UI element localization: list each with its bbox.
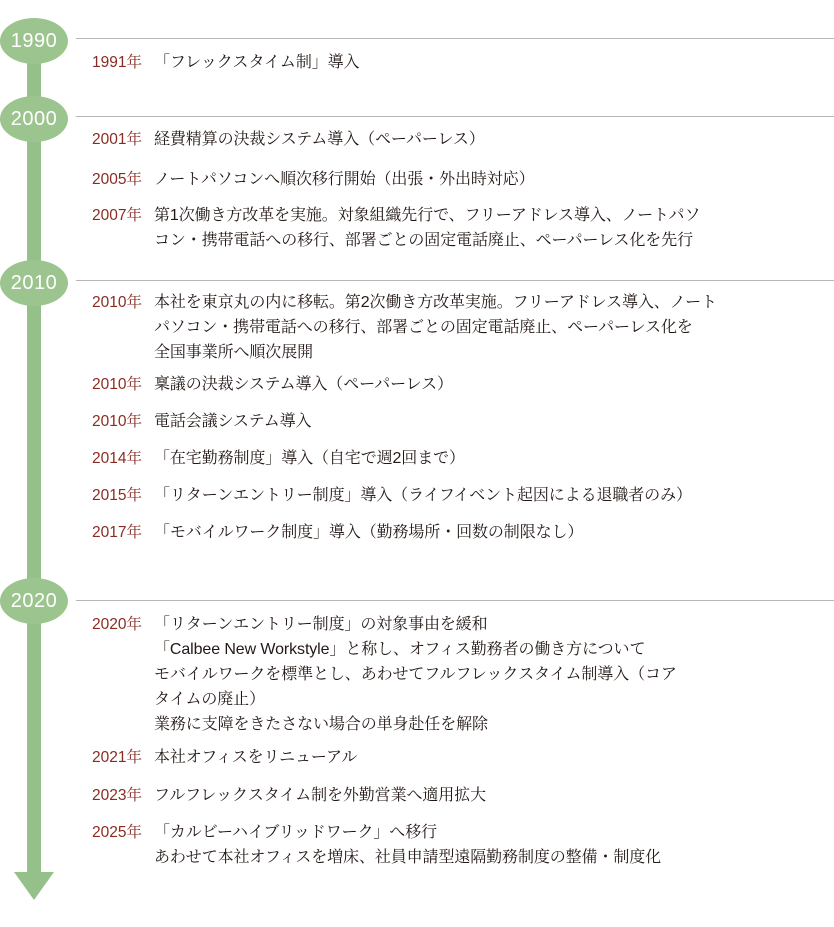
entry-description-line: パソコン・携帯電話への移行、部署ごとの固定電話廃止、ペーパーレス化を [154, 319, 693, 336]
separator-line [76, 280, 834, 281]
entry-description [154, 409, 834, 434]
entry-year: 2005年 [92, 171, 142, 188]
entry-description [154, 167, 834, 192]
entry-description-line: 全国事業所へ順次展開 [154, 344, 314, 361]
timeline-entry [92, 167, 834, 192]
entry-year: 2020年 [92, 616, 142, 633]
entry-year: 1991年 [92, 54, 142, 71]
entry-description-line: 本社を東京丸の内に移転。第2次働き方改革実施。フリーアドレス導入、ノート [154, 294, 717, 311]
entry-year: 2010年 [92, 413, 142, 430]
entry-description [154, 50, 834, 75]
entry-description-line: あわせて本社オフィスを増床、社員申請型遠隔勤務制度の整備・制度化 [154, 849, 662, 866]
entry-description-line: フルフレックスタイム制を外勤営業へ適用拡大 [154, 787, 486, 804]
entry-description [154, 127, 834, 152]
separator-line [76, 600, 834, 601]
entry-description-line: 業務に支障をきたさない場合の単身赴任を解除 [154, 716, 488, 733]
timeline-entry [92, 372, 834, 397]
entry-description-line: 「Calbee New Workstyle」と称し、オフィス勤務者の働き方について [154, 641, 646, 658]
entry-description [154, 290, 834, 365]
entry-year: 2023年 [92, 787, 142, 804]
entry-description-line: 電話会議システム導入 [154, 413, 312, 430]
decade-label: 2000 [10, 107, 58, 130]
entry-description-line: 本社オフィスをリニューアル [154, 749, 358, 766]
separator-line [76, 38, 834, 39]
entry-description [154, 745, 834, 770]
decade-marker-2010 [0, 260, 68, 306]
entry-description-line: ノートパソコンへ順次移行開始（出張・外出時対応） [154, 171, 535, 188]
timeline-entry [92, 446, 834, 471]
entry-description-line: 「在宅勤務制度」導入（自宅で週2回まで） [154, 450, 465, 467]
timeline-entry [92, 127, 834, 152]
timeline-arrow-icon [14, 872, 54, 900]
entry-year: 2014年 [92, 450, 142, 467]
timeline-entry [92, 483, 834, 508]
timeline-entry [92, 612, 834, 737]
entry-description-line: コン・携帯電話への移行、部署ごとの固定電話廃止、ペーパーレス化を先行 [154, 232, 694, 249]
entry-description [154, 483, 834, 508]
timeline-entry [92, 820, 834, 870]
entry-description-line: 「フレックスタイム制」導入 [154, 54, 360, 71]
entry-description-line: 「カルビーハイブリッドワーク」へ移行 [154, 824, 438, 841]
decade-label: 2010 [10, 271, 58, 294]
decade-marker-2020 [0, 578, 68, 624]
timeline-entry [92, 745, 834, 770]
timeline-entry [92, 203, 834, 253]
decade-marker-2000 [0, 96, 68, 142]
timeline-entry [92, 783, 834, 808]
entry-description-line: 「リターンエントリー制度」導入（ライフイベント起因による退職者のみ） [154, 487, 692, 504]
entry-year: 2017年 [92, 524, 142, 541]
entry-description-line: 「リターンエントリー制度」の対象事由を緩和 [154, 616, 488, 633]
entry-description-line: 「モバイルワーク制度」導入（勤務場所・回数の制限なし） [154, 524, 584, 541]
entry-description [154, 612, 834, 737]
decade-label: 1990 [10, 29, 58, 52]
decade-label: 2020 [10, 589, 58, 612]
entry-description [154, 446, 834, 471]
entry-year: 2015年 [92, 487, 142, 504]
timeline-axis-line [27, 20, 41, 880]
entry-description-line: モバイルワークを標準とし、あわせてフルフレックスタイム制導入（コア [154, 666, 677, 683]
entry-description-line: 第1次働き方改革を実施。対象組織先行で、フリーアドレス導入、ノートパソ [154, 207, 701, 224]
entry-year: 2007年 [92, 207, 142, 224]
entry-year: 2021年 [92, 749, 142, 766]
entry-description-line: タイムの廃止） [154, 691, 265, 708]
timeline-entry [92, 409, 834, 434]
entry-year: 2001年 [92, 131, 142, 148]
entry-description [154, 520, 834, 545]
entry-year: 2010年 [92, 376, 142, 393]
decade-marker-1990 [0, 18, 68, 64]
timeline-entry [92, 520, 834, 545]
entry-description [154, 203, 834, 253]
separator-line [76, 116, 834, 117]
entry-description [154, 783, 834, 808]
entry-description [154, 372, 834, 397]
timeline-entry [92, 290, 834, 365]
entry-description [154, 820, 834, 870]
entry-year: 2025年 [92, 824, 142, 841]
entry-description-line: 経費精算の決裁システム導入（ペーパーレス） [154, 131, 485, 148]
timeline-entry [92, 50, 834, 75]
entry-year: 2010年 [92, 294, 142, 311]
entry-description-line: 稟議の決裁システム導入（ペーパーレス） [154, 376, 453, 393]
